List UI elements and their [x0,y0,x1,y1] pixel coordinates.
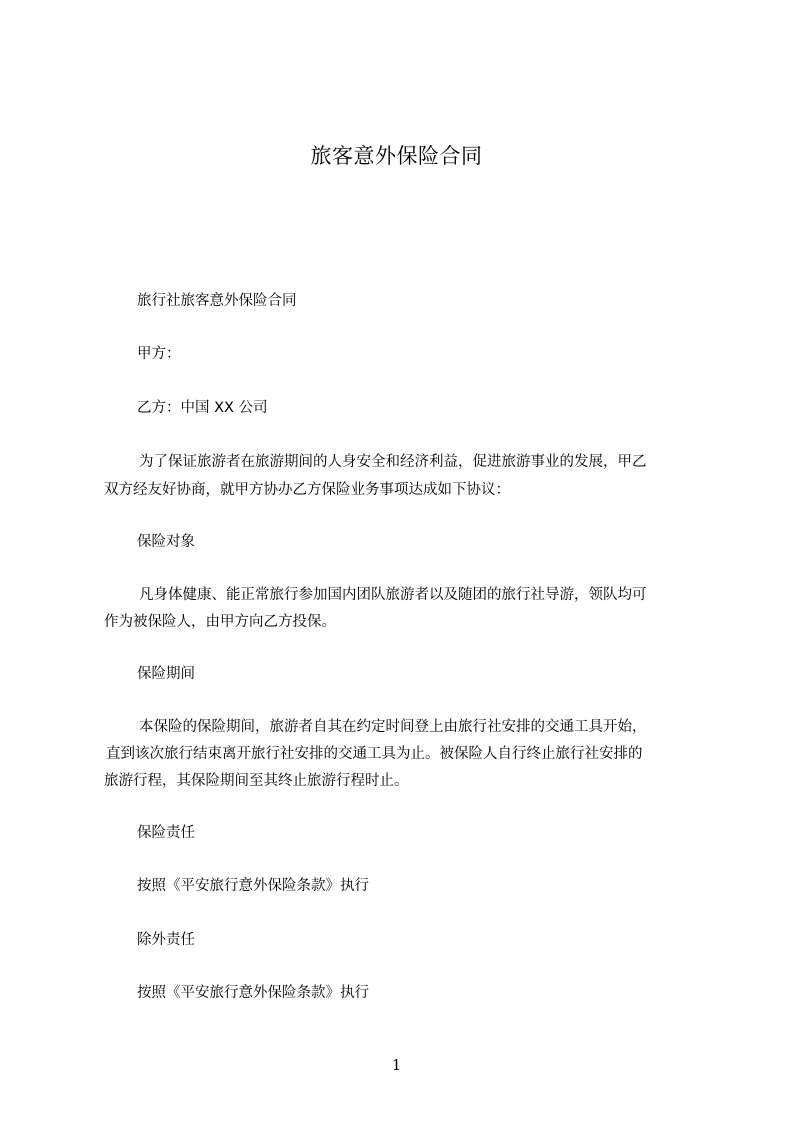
insured-object-heading: 保险对象 [137,534,195,550]
intro-line-2: 双方经友好协商，就甲方协办乙方保险业务事项达成如下协议： [104,482,510,498]
insurance-period-line-2: 直到该次旅行结束离开旅行社安排的交通工具为止。被保险人自行终止旅行社安排的 [106,746,643,762]
insured-object-line-1: 凡身体健康、能正常旅行参加国内团队旅游者以及随团的旅行社导游，领队均可 [139,587,647,603]
party-a-line: 甲方： [137,346,181,362]
insurance-period-line-1: 本保险的保险期间，旅游者自其在约定时间登上由旅行社安排的交通工具开始， [139,719,647,735]
page-number: 1 [391,1056,402,1074]
insured-object-line-2: 作为被保险人，由甲方向乙方投保。 [104,614,336,630]
exclusions-heading: 除外责任 [137,932,195,948]
intro-line-1: 为了保证旅游者在旅游期间的人身安全和经济利益，促进旅游事业的发展，甲乙 [139,454,647,470]
insurance-period-heading: 保险期间 [137,666,195,682]
insurance-period-line-3: 旅游行程，其保险期间至其终止旅游行程时止。 [104,773,409,789]
party-b-line: 乙方：中国 XX 公司 [137,400,268,416]
contract-subtitle: 旅行社旅客意外保险合同 [137,293,297,309]
document-title: 旅客意外保险合同 [310,144,483,168]
exclusions-text: 按照《平安旅行意外保险条款》执行 [137,985,369,1001]
liability-text: 按照《平安旅行意外保险条款》执行 [137,878,369,894]
liability-heading: 保险责任 [137,825,195,841]
